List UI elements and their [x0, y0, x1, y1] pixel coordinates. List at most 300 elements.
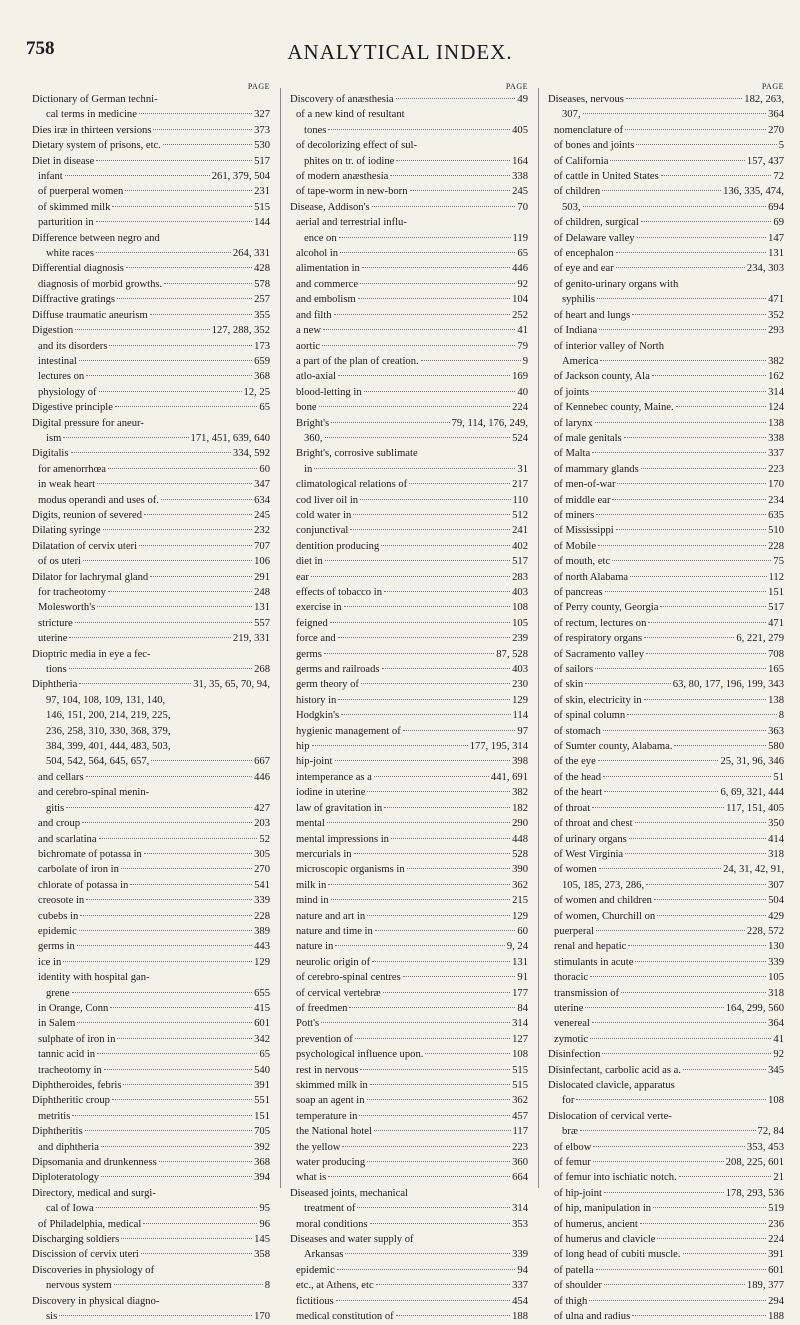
entry-term: and cellars — [38, 771, 84, 783]
entry-pages: 129 — [512, 910, 528, 922]
entry-term: phites on tr. of iodine — [304, 155, 395, 167]
index-entry — [290, 970, 528, 985]
entry-pages: 97 — [517, 725, 528, 737]
index-entry — [32, 1124, 270, 1139]
entry-pages: 5 — [778, 140, 784, 152]
dot-leader — [383, 991, 510, 993]
dot-leader — [403, 975, 516, 977]
entry-term: of puerperal women — [38, 186, 124, 198]
entry-term: America — [562, 355, 599, 367]
entry-term: of skin, electricity in — [554, 694, 642, 706]
entry-term: etc., at Athens, etc — [296, 1280, 374, 1292]
dot-leader — [367, 1160, 510, 1162]
dot-leader — [592, 806, 724, 808]
index-entry — [32, 862, 270, 877]
entry-term: Diphtheria — [32, 679, 78, 691]
dot-leader — [96, 220, 253, 222]
entry-term: and embolism — [296, 294, 356, 306]
entry-term: 503, — [562, 201, 581, 213]
index-entry — [290, 1217, 528, 1232]
entry-term: germ theory of — [296, 679, 359, 691]
index-entry — [548, 493, 784, 508]
index-entry — [32, 770, 270, 785]
dot-leader — [646, 883, 766, 885]
entry-pages: 189, 377 — [746, 1280, 784, 1292]
entry-pages: 223 — [768, 463, 784, 475]
entry-pages: 49 — [517, 94, 528, 105]
entry-pages: 252 — [512, 309, 528, 321]
dot-leader — [629, 837, 766, 839]
index-entry — [548, 138, 784, 153]
index-entry — [290, 508, 528, 523]
entry-term: of West Virginia — [554, 848, 624, 860]
entry-term: ear — [296, 571, 309, 583]
index-entry — [290, 200, 528, 215]
index-entry — [548, 785, 784, 800]
entry-pages: 72, 84 — [757, 1126, 784, 1138]
dot-leader — [610, 159, 744, 161]
dot-leader — [341, 713, 510, 715]
entry-term: and commerce — [296, 278, 359, 290]
index-entry — [32, 200, 270, 215]
dot-leader — [641, 467, 766, 469]
index-entry — [290, 246, 528, 261]
entry-term: grene — [46, 987, 70, 999]
entry-term: of spinal column — [554, 710, 626, 722]
index-entry — [548, 92, 784, 107]
entry-term: syphilis — [562, 294, 595, 306]
dot-leader — [330, 621, 510, 623]
dot-leader — [602, 1052, 771, 1054]
index-entry-continuation — [32, 724, 270, 739]
entry-pages: 454 — [512, 1295, 528, 1307]
dot-leader — [595, 667, 766, 669]
entry-term: Arkansas — [304, 1249, 344, 1261]
entry-term: sulphate of iron in — [38, 1033, 116, 1045]
index-entry — [32, 493, 270, 508]
index-entry — [32, 261, 270, 276]
entry-pages: 234, 303 — [746, 263, 784, 275]
entry-term: of genito-urinary organs with — [554, 278, 679, 290]
entry-term: and diphtheria — [38, 1141, 99, 1153]
entry-pages: 31, 35, 65, 70, 94, — [193, 679, 270, 691]
entry-pages: 130 — [768, 941, 784, 953]
entry-pages: 283 — [512, 571, 528, 583]
index-entry — [548, 970, 784, 985]
index-entry-continuation — [32, 739, 270, 754]
entry-pages: 24, 31, 42, 91, — [723, 864, 784, 876]
entry-pages: 667 — [254, 756, 270, 768]
entry-term: of femur — [554, 1157, 591, 1169]
entry-pages: 232 — [254, 525, 270, 537]
index-entry — [290, 862, 528, 877]
index-entry — [548, 647, 784, 662]
index-entry — [548, 1140, 784, 1155]
dot-leader — [80, 914, 252, 916]
entry-term: of Sumter county, Alabama. — [554, 741, 673, 753]
dot-leader — [97, 482, 252, 484]
dot-leader — [421, 359, 521, 361]
entry-pages: 188 — [512, 1311, 528, 1323]
entry-term: feigned — [296, 617, 328, 629]
index-entry-continuation — [548, 200, 784, 215]
index-entry — [548, 754, 784, 769]
dot-leader — [595, 421, 767, 423]
entry-term: cod liver oil in — [296, 494, 359, 506]
index-entry — [290, 1124, 528, 1139]
index-entry — [548, 585, 784, 600]
entry-pages: 517 — [254, 155, 270, 167]
entry-pages: 338 — [512, 171, 528, 183]
entry-pages: 112 — [768, 571, 784, 583]
dot-leader — [79, 359, 252, 361]
entry-term: history in — [296, 694, 337, 706]
page-title: ANALYTICAL INDEX. — [287, 40, 513, 64]
entry-term: and cerebro-spinal menin- — [38, 787, 150, 799]
entry-pages: 96 — [259, 1218, 270, 1230]
dot-leader — [683, 1068, 766, 1070]
index-entry — [548, 1032, 784, 1047]
entry-term: alcohol in — [296, 248, 339, 260]
dot-leader — [604, 1283, 745, 1285]
entry-pages: 540 — [254, 1064, 270, 1076]
index-entry — [32, 816, 270, 831]
entry-pages: 105 — [512, 617, 528, 629]
dot-leader — [83, 559, 252, 561]
index-entry — [290, 416, 528, 431]
entry-term: 504, 542, 564, 645, 657, — [46, 756, 150, 768]
index-entry — [32, 477, 270, 492]
entry-pages: 515 — [254, 201, 270, 213]
entry-term: temperature in — [296, 1110, 358, 1122]
entry-term: Diet in disease — [32, 155, 95, 167]
entry-pages: 601 — [768, 1264, 784, 1276]
dot-leader — [86, 374, 252, 376]
entry-term: cold water in — [296, 509, 352, 521]
entry-term: Disinfection — [548, 1049, 601, 1061]
index-entry — [548, 832, 784, 847]
dot-leader — [593, 1160, 724, 1162]
page-heading: PAGE — [761, 82, 784, 91]
index-entry-continuation — [290, 462, 528, 477]
entry-term: diet in — [296, 556, 323, 568]
entry-pages: 178, 293, 536 — [725, 1187, 784, 1199]
entry-pages: 92 — [773, 1049, 784, 1061]
dot-leader — [338, 698, 510, 700]
dot-leader — [612, 559, 771, 561]
index-entry — [290, 770, 528, 785]
index-entry-continuation — [290, 1201, 528, 1216]
index-entry — [32, 339, 270, 354]
index-entry — [548, 1063, 784, 1078]
index-entry — [548, 955, 784, 970]
entry-term: of mammary glands — [554, 463, 639, 475]
index-entry — [548, 1247, 784, 1262]
dot-leader — [636, 143, 776, 145]
index-entry — [548, 385, 784, 400]
entry-term: modus operandi and uses of. — [38, 494, 159, 506]
index-entry — [290, 570, 528, 585]
dot-leader — [328, 883, 510, 885]
entry-term: nature in — [296, 941, 334, 953]
index-entry — [548, 801, 784, 816]
entry-term: of humerus and clavicle — [554, 1234, 656, 1246]
dot-leader — [376, 1283, 510, 1285]
entry-pages: 136, 335, 474, — [723, 186, 784, 198]
index-entry — [290, 1047, 528, 1062]
entry-pages: 314 — [512, 1018, 528, 1030]
dot-leader — [604, 790, 718, 792]
entry-term: cal of Iowa — [46, 1203, 94, 1215]
dot-leader — [144, 513, 252, 515]
entry-pages: 635 — [768, 509, 784, 521]
index-entry — [32, 369, 270, 384]
entry-pages: 291 — [254, 571, 270, 583]
index-entry — [548, 431, 784, 446]
dot-leader — [360, 1068, 510, 1070]
entry-pages: 314 — [768, 386, 784, 398]
entry-term: of Delaware valley — [554, 232, 635, 244]
entry-pages: 110 — [512, 494, 528, 506]
dot-leader — [109, 344, 252, 346]
dot-leader — [104, 1068, 252, 1070]
entry-pages: 8 — [264, 1280, 270, 1292]
dot-leader — [77, 1021, 252, 1023]
index-entry-continuation — [32, 662, 270, 677]
index-entry — [32, 893, 270, 908]
dot-leader — [110, 1006, 252, 1008]
entry-term: Dietary system of prisons, etc. — [32, 140, 161, 152]
index-entry — [32, 508, 270, 523]
entry-term: of heart and lungs — [554, 309, 631, 321]
dot-leader — [79, 929, 252, 931]
dot-leader — [319, 405, 511, 407]
entry-pages: 557 — [254, 617, 270, 629]
index-entry — [290, 323, 528, 338]
index-entry — [548, 554, 784, 569]
entry-pages: 239 — [512, 633, 528, 645]
entry-pages: 31 — [517, 463, 528, 475]
entry-term: ice in — [38, 956, 62, 968]
entry-pages: 293 — [768, 325, 784, 337]
entry-pages: 334, 592 — [232, 448, 270, 460]
index-entry — [32, 554, 270, 569]
entry-pages: 382 — [768, 355, 784, 367]
index-entry — [32, 600, 270, 615]
index-entry — [32, 1078, 270, 1093]
index-entry — [32, 1140, 270, 1155]
dot-leader — [604, 1191, 724, 1193]
entry-pages: 138 — [768, 694, 784, 706]
index-entry — [32, 616, 270, 631]
index-entry — [548, 231, 784, 246]
entry-term: dentition producing — [296, 540, 380, 552]
index-entry — [548, 1155, 784, 1170]
entry-pages: 345 — [768, 1064, 784, 1076]
entry-term: sis — [46, 1311, 58, 1323]
index-entry — [290, 1016, 528, 1031]
entry-pages: 368 — [254, 371, 270, 383]
entry-pages: 60 — [259, 463, 270, 475]
dot-leader — [336, 1299, 510, 1301]
entry-term: 146, 151, 200, 214, 219, 225, — [46, 710, 171, 722]
entry-term: climatological relations of — [296, 479, 408, 491]
entry-pages: 708 — [768, 648, 784, 660]
index-entry — [32, 215, 270, 230]
entry-term: nature and art in — [296, 910, 366, 922]
entry-term: skimmed milk in — [296, 1080, 368, 1091]
dot-leader — [63, 960, 252, 962]
entry-term: intestinal — [38, 355, 77, 367]
entry-pages: 224 — [512, 402, 528, 414]
index-entry — [548, 523, 784, 538]
dot-leader — [660, 605, 766, 607]
entry-term: Digestion — [32, 325, 74, 337]
entry-pages: 541 — [254, 879, 270, 891]
index-entry-continuation — [32, 986, 270, 1001]
index-entry — [32, 1217, 270, 1232]
entry-pages: 414 — [768, 833, 784, 845]
dot-leader — [360, 282, 515, 284]
index-entry — [32, 523, 270, 538]
entry-pages: 524 — [512, 432, 528, 444]
index-entry — [290, 339, 528, 354]
entry-pages: 182, 263, — [744, 94, 784, 105]
dot-leader — [335, 944, 504, 946]
index-entry — [548, 308, 784, 323]
index-entry-continuation — [32, 754, 270, 769]
index-entry — [32, 462, 270, 477]
entry-pages: 188 — [768, 1311, 784, 1323]
entry-pages: 108 — [768, 1095, 784, 1107]
dot-leader — [359, 1114, 510, 1116]
index-entry-continuation — [548, 354, 784, 369]
entry-term: and its disorders — [38, 340, 108, 352]
index-entry — [290, 554, 528, 569]
dot-leader — [82, 821, 252, 823]
entry-pages: 390 — [512, 864, 528, 876]
dot-leader — [625, 852, 766, 854]
dot-leader — [407, 867, 510, 869]
index-entry — [32, 909, 270, 924]
entry-pages: 127, 288, 352 — [211, 325, 270, 337]
index-entry — [290, 1032, 528, 1047]
index-entry — [32, 1001, 270, 1016]
index-entry — [290, 385, 528, 400]
dot-leader — [72, 1114, 252, 1116]
entry-pages: 127 — [512, 1033, 528, 1045]
entry-pages: 147 — [768, 232, 784, 244]
entry-term: Hodgkin's — [296, 710, 340, 722]
index-entry — [32, 677, 270, 692]
entry-term: of women — [554, 864, 597, 876]
index-entry — [32, 1155, 270, 1170]
dot-leader — [103, 528, 253, 530]
entry-term: stimulants in acute — [554, 956, 634, 968]
entry-pages: 145 — [254, 1234, 270, 1246]
entry-pages: 208, 225, 601 — [725, 1157, 784, 1169]
dot-leader — [344, 605, 511, 607]
entry-pages: 427 — [254, 802, 270, 814]
dot-leader — [126, 266, 252, 268]
index-entry — [548, 1001, 784, 1016]
index-entry — [548, 323, 784, 338]
index-entry — [290, 539, 528, 554]
index-entry — [32, 585, 270, 600]
entry-pages: 94 — [517, 1264, 528, 1276]
index-entry-continuation — [32, 246, 270, 261]
dot-leader — [592, 1021, 766, 1023]
entry-term: of male genitals — [554, 432, 622, 444]
dot-leader — [409, 482, 510, 484]
entry-pages: 391 — [768, 1249, 784, 1261]
dot-leader — [364, 390, 516, 392]
entry-term: Discoveries in physiology of — [32, 1264, 155, 1276]
dot-leader — [159, 1160, 252, 1162]
entry-term: of skin — [554, 679, 584, 691]
index-entry — [32, 1016, 270, 1031]
entry-term: Disinfectant, carbolic acid as a. — [548, 1064, 681, 1076]
entry-term: of interior valley of North — [554, 340, 665, 352]
entry-term: metritis — [38, 1110, 71, 1122]
dot-leader — [350, 528, 510, 530]
entry-pages: 403 — [512, 587, 528, 598]
entry-term: of larynx — [554, 417, 593, 429]
entry-pages: 270 — [254, 864, 270, 876]
entry-pages: 352 — [768, 309, 784, 321]
entry-term: of miners — [554, 509, 595, 521]
dot-leader — [653, 1206, 766, 1208]
entry-term: Directory, medical and surgi- — [32, 1187, 156, 1199]
dot-leader — [652, 374, 766, 376]
index-entry-continuation — [290, 431, 528, 446]
entry-pages: 364 — [768, 109, 784, 121]
entry-pages: 347 — [254, 479, 270, 491]
index-entry — [32, 123, 270, 138]
entry-pages: 157, 437 — [746, 155, 784, 167]
page-number: 758 — [26, 38, 55, 59]
entry-pages: 177, 195, 314 — [469, 741, 528, 753]
entry-pages: 510 — [768, 525, 784, 537]
entry-pages: 52 — [259, 833, 270, 845]
dot-leader — [117, 297, 252, 299]
index-entry — [290, 662, 528, 677]
entry-pages: 95 — [259, 1203, 270, 1215]
entry-pages: 350 — [768, 818, 784, 830]
entry-term: bichromate of potassa in — [38, 848, 142, 860]
page-heading: PAGE — [505, 82, 528, 91]
entry-term: of women and children — [554, 895, 652, 907]
entry-pages: 9 — [522, 355, 528, 367]
entry-term: creosote in — [38, 895, 85, 907]
index-entry — [290, 523, 528, 538]
dot-leader — [683, 1252, 767, 1254]
index-entry-continuation — [290, 1247, 528, 1262]
entry-pages: 337 — [512, 1280, 528, 1292]
index-entry — [290, 261, 528, 276]
entry-term: Digits, reunion of severed — [32, 509, 143, 521]
entry-pages: 294 — [768, 1295, 784, 1307]
entry-term: nervous system — [46, 1280, 112, 1292]
entry-term: of encephalon — [554, 248, 614, 260]
entry-pages: 363 — [768, 725, 784, 737]
index-entry — [290, 493, 528, 508]
entry-pages: 131 — [512, 956, 528, 968]
entry-pages: 223 — [512, 1141, 528, 1153]
entry-term: of ulna and radius — [554, 1311, 631, 1323]
index-entry — [32, 154, 270, 169]
entry-term: of women, Churchill on — [554, 910, 656, 922]
